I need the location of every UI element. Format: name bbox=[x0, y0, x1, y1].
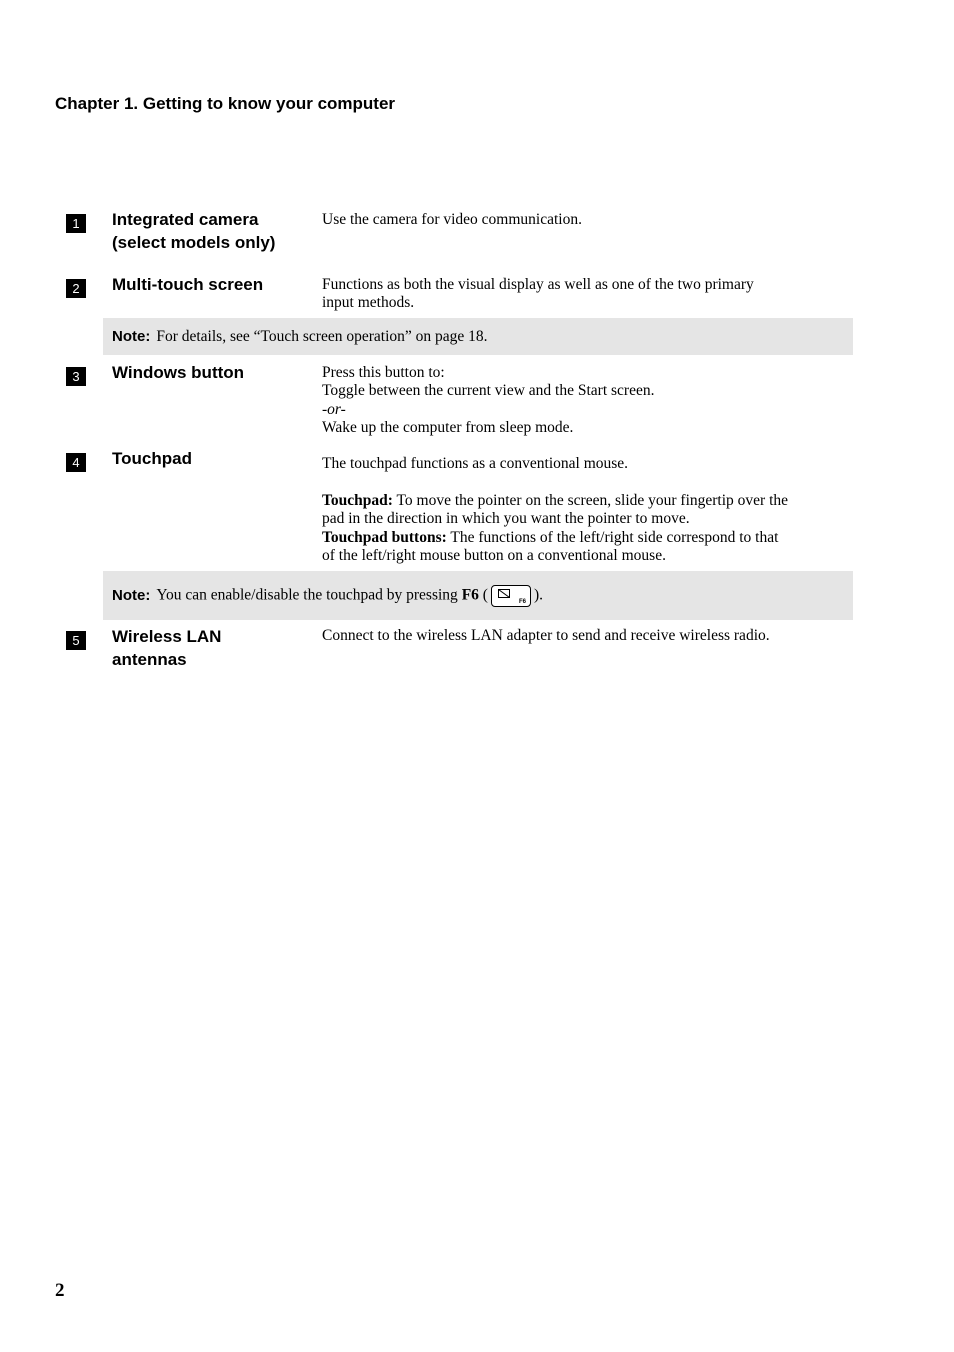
description-wireless-lan-antennas bbox=[322, 627, 852, 645]
note-text: For details, see “Touch screen operation” on page 18. bbox=[156, 327, 488, 345]
term-line: Integrated camera bbox=[112, 210, 259, 229]
note-touchpad-toggle bbox=[103, 571, 853, 620]
description-or: -or- bbox=[322, 400, 346, 418]
note-touch-screen bbox=[103, 318, 853, 355]
touchpad-text: To move the pointer on the screen, slide your fingertip over the bbox=[392, 492, 789, 509]
description-touchpad-details bbox=[322, 492, 852, 565]
description-touchpad bbox=[322, 455, 852, 473]
description-text: Use the camera for video communication. bbox=[322, 211, 582, 228]
description-text: Connect to the wireless LAN adapter to send and receive wireless radio. bbox=[322, 627, 770, 644]
description-line: Functions as both the visual display as well as one of the two primary bbox=[322, 276, 754, 293]
term-integrated-camera bbox=[112, 208, 312, 254]
description-integrated-camera bbox=[322, 211, 852, 229]
item-number-2: 2 bbox=[66, 279, 86, 298]
description-line bbox=[322, 529, 852, 547]
note-paren-open: ( bbox=[478, 586, 488, 604]
description-line: of the left/right mouse button on a conventional mouse. bbox=[322, 546, 666, 564]
note-label: Note: bbox=[112, 587, 151, 604]
description-multi-touch-screen bbox=[322, 276, 852, 313]
touchpad-buttons-label: Touchpad buttons: bbox=[322, 528, 447, 546]
item-number-4: 4 bbox=[66, 453, 86, 472]
description-line: The touchpad functions as a conventional mouse. bbox=[322, 455, 629, 472]
term-touchpad: Touchpad bbox=[112, 449, 192, 468]
description-line: Press this button to: bbox=[322, 364, 445, 381]
note-text bbox=[156, 585, 543, 607]
description-windows-button bbox=[322, 364, 852, 437]
item-number-5: 5 bbox=[66, 631, 86, 650]
description-line: input methods. bbox=[322, 294, 415, 312]
item-number-3: 3 bbox=[66, 367, 86, 386]
description-line: pad in the direction in which you want the pointer to move. bbox=[322, 510, 690, 528]
note-text-before: You can enable/disable the touchpad by pressing bbox=[156, 586, 462, 604]
term-multi-touch-screen: Multi-touch screen bbox=[112, 275, 264, 294]
item-number-1: 1 bbox=[66, 214, 86, 233]
description-line: Toggle between the current view and the Start screen. bbox=[322, 382, 655, 400]
description-line: Wake up the computer from sleep mode. bbox=[322, 418, 574, 436]
term-line: antennas bbox=[112, 650, 187, 669]
note-key-name: F6 bbox=[461, 586, 479, 604]
note-label: Note: bbox=[112, 328, 151, 345]
description-line bbox=[322, 492, 852, 510]
touchpad-off-icon bbox=[498, 589, 510, 599]
term-wireless-lan-antennas bbox=[112, 625, 312, 671]
touchpad-label: Touchpad: bbox=[322, 492, 393, 509]
f6-key-cap bbox=[491, 585, 531, 607]
key-cap-label: F6 bbox=[518, 598, 526, 605]
chapter-title: Chapter 1. Getting to know your computer bbox=[55, 94, 396, 113]
note-text-after: ). bbox=[533, 586, 543, 604]
page-number: 2 bbox=[55, 1280, 65, 1301]
term-windows-button: Windows button bbox=[112, 363, 245, 382]
touchpad-buttons-text: The functions of the left/right side correspond to that bbox=[446, 528, 779, 546]
term-line: (select models only) bbox=[112, 233, 276, 252]
term-line: Wireless LAN bbox=[112, 627, 222, 646]
